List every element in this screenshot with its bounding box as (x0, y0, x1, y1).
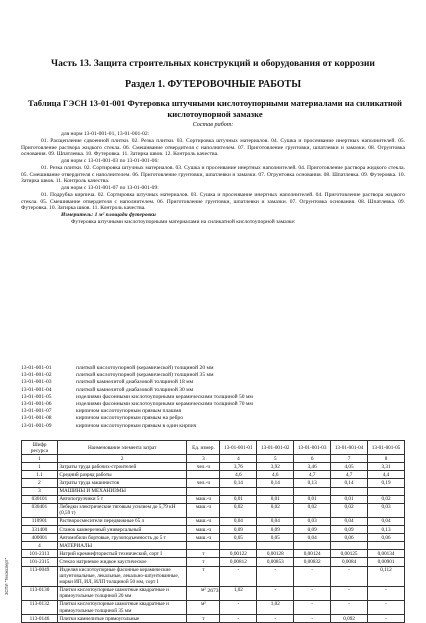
resource-code: 1 (22, 463, 58, 471)
resource-value: - (220, 615, 257, 623)
norm-code-description: плиткой камнелитой диабазовой толщиной 30 мм (76, 386, 194, 393)
resource-unit: м² (187, 586, 220, 600)
resource-value: 0,00853 (257, 558, 294, 566)
measure-unit: Измеритель: 1 м² площади футеровки (61, 212, 156, 218)
norm-code: 13-01-001-04 (21, 386, 52, 393)
norm-code-list (21, 365, 405, 430)
table-row (22, 526, 405, 534)
resource-value: - (294, 586, 331, 600)
norm-code-description: кирпичом кислотоупорным прямым в один кирпич (76, 422, 197, 429)
resource-unit: маш.-ч (187, 517, 220, 525)
resource-unit (187, 471, 220, 479)
norm-code: 13-01-001-01 (21, 365, 52, 371)
resource-value: 1,02 (220, 586, 257, 600)
table-row (22, 495, 405, 503)
resource-value: - (257, 586, 294, 600)
resource-value: 0,01 (294, 495, 331, 503)
resource-name: МАШИНЫ И МЕХАНИЗМЫ (57, 487, 187, 495)
resource-value: 4,6 (257, 471, 294, 479)
resource-value: 0,00812 (220, 558, 257, 566)
resource-value: - (294, 615, 331, 623)
norm-code-row (21, 415, 405, 422)
norm-code-description: изделиями фасонными кислотоупорными керамическими толщиной 50 мм (76, 393, 253, 400)
resource-value: - (368, 615, 405, 623)
page-number: 2673 (207, 588, 219, 594)
resource-unit: м² (187, 600, 220, 614)
resource-value: 0,09 (294, 526, 331, 534)
norm-code: 13-01-001-08 (21, 415, 52, 422)
norm-range: для норм 13-01-001-01, 13-01-001-02: (61, 131, 150, 137)
norm-code: 13-01-001-03 (21, 379, 52, 386)
resource-value: 0,04 (257, 517, 294, 525)
resource-value: 0,09 (257, 526, 294, 534)
header-unit: Ед. измер. (187, 441, 220, 455)
table-row (22, 471, 405, 479)
resource-value (331, 542, 368, 550)
resource-value: 0,00122 (220, 550, 257, 558)
resource-code: 030401 (22, 503, 58, 517)
table-row (22, 487, 405, 495)
resource-code: 101-2313 (22, 550, 58, 558)
resource-value: 0,05 (257, 534, 294, 542)
resource-value (220, 542, 257, 550)
resource-value (220, 487, 257, 495)
table-row (22, 542, 405, 550)
intro-text: Футеровка штучными кислотоупорными материалами на силикатной кислотоупорной замазке: (71, 218, 296, 225)
norm-code-row (21, 401, 405, 408)
header-col: 13-01-001-02 (257, 441, 294, 455)
part-title: Часть 13. Защита строительных конструкций и оборудования от коррозии (51, 58, 375, 69)
table-header-row (22, 441, 405, 455)
norm-code-description: изделиями фасонными кислотоупорными керамическими толщиной 70 мм (76, 401, 253, 408)
resource-value (257, 542, 294, 550)
resource-value: - (294, 600, 331, 614)
resource-code: 1.1 (22, 471, 58, 479)
resource-value: 0,00124 (294, 550, 331, 558)
resource-code: 113-0049 (22, 566, 58, 586)
resource-value: 0,09 (331, 526, 368, 534)
norm-range: для норм с 13-01-001-03 по 13-01-001-06: (61, 158, 159, 164)
resource-value: 0,14 (257, 479, 294, 487)
resource-value: - (257, 566, 294, 586)
resource-value: 0,00128 (257, 550, 294, 558)
work-composition (21, 131, 405, 226)
resource-value: - (331, 566, 368, 586)
norm-code: 13-01-001-06 (21, 401, 52, 408)
resource-value: - (257, 615, 294, 623)
resource-value: 0,03 (368, 503, 405, 517)
resource-value: 0,112 (368, 566, 405, 586)
resource-code: 331400 (22, 526, 58, 534)
resource-unit (187, 487, 220, 495)
resource-value: - (331, 600, 368, 614)
resource-value: - (368, 586, 405, 600)
resource-unit: маш.-ч (187, 534, 220, 542)
resource-name: Стекло натриевое жидкое каустическое (57, 558, 187, 566)
resource-unit: маш.-ч (187, 495, 220, 503)
resource-name: Затраты труда рабочих-строителей (57, 463, 187, 471)
resource-value: 0,13 (368, 526, 405, 534)
section-title: Раздел 1. ФУТЕРОВОЧНЫЕ РАБОТЫ (124, 79, 302, 90)
resource-code: 113-0132 (22, 600, 58, 614)
resource-value (294, 487, 331, 495)
resource-value: - (220, 566, 257, 586)
resource-value: 3,92 (257, 463, 294, 471)
table-row (22, 479, 405, 487)
norm-code-description: плиткой кислотоупорной (керамической) толщиной 35 мм (76, 372, 214, 379)
header-col: 13-01-001-04 (331, 441, 368, 455)
resource-name: Растворосмесители передвижные 65 л (57, 517, 187, 525)
resource-value: 0,09 (220, 526, 257, 534)
work-composition-label: Состав работ: (192, 121, 234, 128)
resource-name: МАТЕРИАЛЫ (57, 542, 187, 550)
resource-value: 0,04 (220, 517, 257, 525)
resource-value (368, 487, 405, 495)
header-col: 13-01-001-01 (220, 441, 257, 455)
resource-code: 030101 (22, 495, 58, 503)
resource-value (257, 487, 294, 495)
resource-unit (187, 542, 220, 550)
resource-code: 400001 (22, 534, 58, 542)
resource-value: 0,092 (331, 615, 368, 623)
resource-value: 4,05 (331, 463, 368, 471)
resource-unit: маш.-ч (187, 503, 220, 517)
resource-value: 0,02 (220, 503, 257, 517)
resource-unit: т (187, 558, 220, 566)
resource-value: 0,05 (220, 534, 257, 542)
norm-code: 13-01-001-09 (21, 422, 52, 429)
table-row (22, 550, 405, 558)
resource-unit: т (187, 566, 220, 586)
norm-code-description: кирпичом кислотоупорным прямым на ребро (76, 415, 183, 422)
resource-value: 0,02 (331, 503, 368, 517)
resource-unit: чел.-ч (187, 463, 220, 471)
header-code: Шифр ресурса (22, 441, 58, 455)
resource-value: 1,02 (257, 600, 294, 614)
resource-value: 0,06 (331, 534, 368, 542)
resource-name: Станок камнерезный универсальный (57, 526, 187, 534)
norm-code-row (21, 387, 405, 394)
resource-value (368, 542, 405, 550)
norm-code: 13-01-001-07 (21, 408, 52, 415)
table-row (22, 534, 405, 542)
header-col: 13-01-001-05 (368, 441, 405, 455)
resource-value: 3,31 (368, 463, 405, 471)
resource-code: 113-0146 (22, 615, 58, 623)
resource-value: 0,01 (257, 495, 294, 503)
resource-name: Лебедки электрические тяговым усилием до 5,79 кН (0,59 т) (57, 503, 187, 517)
resource-value: 4,6 (220, 471, 257, 479)
resource-name: Средний разряд работы (57, 471, 187, 479)
resource-value: 0,00832 (294, 558, 331, 566)
resource-value: - (331, 586, 368, 600)
header-col: 13-01-001-03 (294, 441, 331, 455)
work-steps: 01. Подрубка кирпича. 02. Сортировка штучных материалов. 03. Сушка и просеивание инертных наполнителей. 04. Приготовление раствора жидкого стекла. 05. Смешивание отвердителя с наполнителем. 06. Приготовление грунтовки, шпатлевки и замазки. 07. Огрунтовка основания. 08. Шпатлевка. 09. Футеровка. 10. Затирка швов. 11. Контроль качества. (21, 191, 405, 212)
norm-range: для норм с 13-01-001-07 по 13-01-001-09: (61, 185, 159, 191)
table-row (22, 615, 405, 623)
resource-value (294, 542, 331, 550)
resource-unit: чел.-ч (187, 479, 220, 487)
table-row (22, 517, 405, 525)
resource-code: 113-0130 (22, 586, 58, 600)
resource-value (331, 487, 368, 495)
resource-name: Автомобили бортовые, грузоподъемность до 5 т (57, 534, 187, 542)
resource-value: 0,01 (331, 495, 368, 503)
resource-code: 110901 (22, 517, 58, 525)
resource-value: 0,14 (220, 479, 257, 487)
table-row (22, 463, 405, 471)
header-name: Наименование элемента затрат (57, 441, 187, 455)
resource-value: 0,0084 (331, 558, 368, 566)
resource-name: Плитки кислотоупорные шамотные квадратные и прямоугольные толщиной 35 мм (57, 600, 187, 614)
resource-value: 4,4 (368, 471, 405, 479)
resource-name: Затраты труда машинистов (57, 479, 187, 487)
resource-value: - (368, 600, 405, 614)
table-row (22, 600, 405, 614)
resource-value: 0,04 (331, 517, 368, 525)
resource-value: 4,7 (294, 471, 331, 479)
norm-code-row (21, 423, 405, 430)
watermark-note: ЗСПИ "Техэксперт" (4, 557, 9, 595)
resource-value: 0,04 (368, 517, 405, 525)
resource-code: 3 (22, 487, 58, 495)
resource-value: 0,02 (294, 503, 331, 517)
norm-code-description: кирпичом кислотоупорным прямым плашмя (76, 408, 182, 415)
norm-code-row (21, 379, 405, 386)
table-row (22, 503, 405, 517)
resource-value: 0,00901 (368, 558, 405, 566)
resource-code: 2 (22, 479, 58, 487)
work-steps: 01. Расщепление сдвоенной плитки. 02. Резка плитки. 03. Сортировка штучных материалов. 04. Сушка и просеивание инертных наполнителей. 05. Приготовление раствора жидкого стекла. 06. Смешивание отвердителя с наполнителем. 07. Приготовление грунтовки, шпатлевки и замазки. 08. Огрунтовка основания. 09. Шпатлевка. 10. Футеровка. 11. Затирка швов. 12. Контроль качества. (21, 137, 405, 158)
resource-value: 0,02 (257, 503, 294, 517)
norm-code-description: плиткой кислотоупорной (керамической) толщиной 20 мм (76, 365, 214, 371)
resource-value: 0,06 (368, 534, 405, 542)
resource-value: - (220, 600, 257, 614)
norm-code: 13-01-001-05 (21, 393, 52, 400)
resource-name: Изделия кислотоупорные фасонные керамические шпунтовальные, лекальные, лекально-шпунтованные, марки ИП, ИЛ, ИЛП толщиной 50 мм, сорт I (57, 566, 187, 586)
resource-code: 4 (22, 542, 58, 550)
resource-value: 0,00134 (368, 550, 405, 558)
resource-value: 0,19 (368, 479, 405, 487)
resource-name: Плитки камнелитые прямоугольные (57, 615, 187, 623)
resource-value: 0,00125 (331, 550, 368, 558)
column-number-row: 1 2 3 4 5 6 7 8 (22, 455, 405, 463)
table-row (22, 558, 405, 566)
resource-value: 3,76 (220, 463, 257, 471)
resource-name: Натрий кремнефтористый технический, сорт I (57, 550, 187, 558)
resource-value: 0,03 (294, 517, 331, 525)
resource-table (21, 440, 405, 623)
table-row (22, 566, 405, 586)
resource-unit: маш.-ч (187, 526, 220, 534)
norm-code-description: плиткой камнелитой диабазовой толщиной 18 мм (76, 379, 194, 386)
resource-value: 0,01 (220, 495, 257, 503)
resource-value: - (294, 566, 331, 586)
resource-value: 4,7 (331, 471, 368, 479)
resource-name: Автопогрузчики 5 т (57, 495, 187, 503)
resource-unit: т (187, 615, 220, 623)
resource-value: 0,02 (368, 495, 405, 503)
norm-code: 13-01-001-02 (21, 372, 52, 379)
resource-value: 0,04 (294, 534, 331, 542)
resource-value: 0,13 (294, 479, 331, 487)
resource-unit: т (187, 550, 220, 558)
work-steps: 01. Резка плитки. 02. Сортировка штучных материалов. 03. Сушка и просеивание инертных наполнителей. 04. Приготовление раствора жидкого стекла. 05. Смешивание отвердителя с наполнителем. 06. Приготовление грунтовки, шпатлевки и замазки. 07. Огрунтовка основания. 08. Шпатлевка. 09. Футеровка. 10. Затирка швов. 11. Контроль качества. (21, 164, 405, 185)
resource-name: Плитки кислотоупорные шамотные квадратные и прямоугольные толщиной 20 мм (57, 586, 187, 600)
resource-code: 101-2315 (22, 558, 58, 566)
norm-code-row (21, 394, 405, 401)
table-title: Таблица ГЭСН 13-01-001 Футеровка штучными кислотоупорными материалами на силикатной кислотоупорной замазке (27, 98, 403, 119)
resource-value: 3,46 (294, 463, 331, 471)
resource-value: 0,14 (331, 479, 368, 487)
